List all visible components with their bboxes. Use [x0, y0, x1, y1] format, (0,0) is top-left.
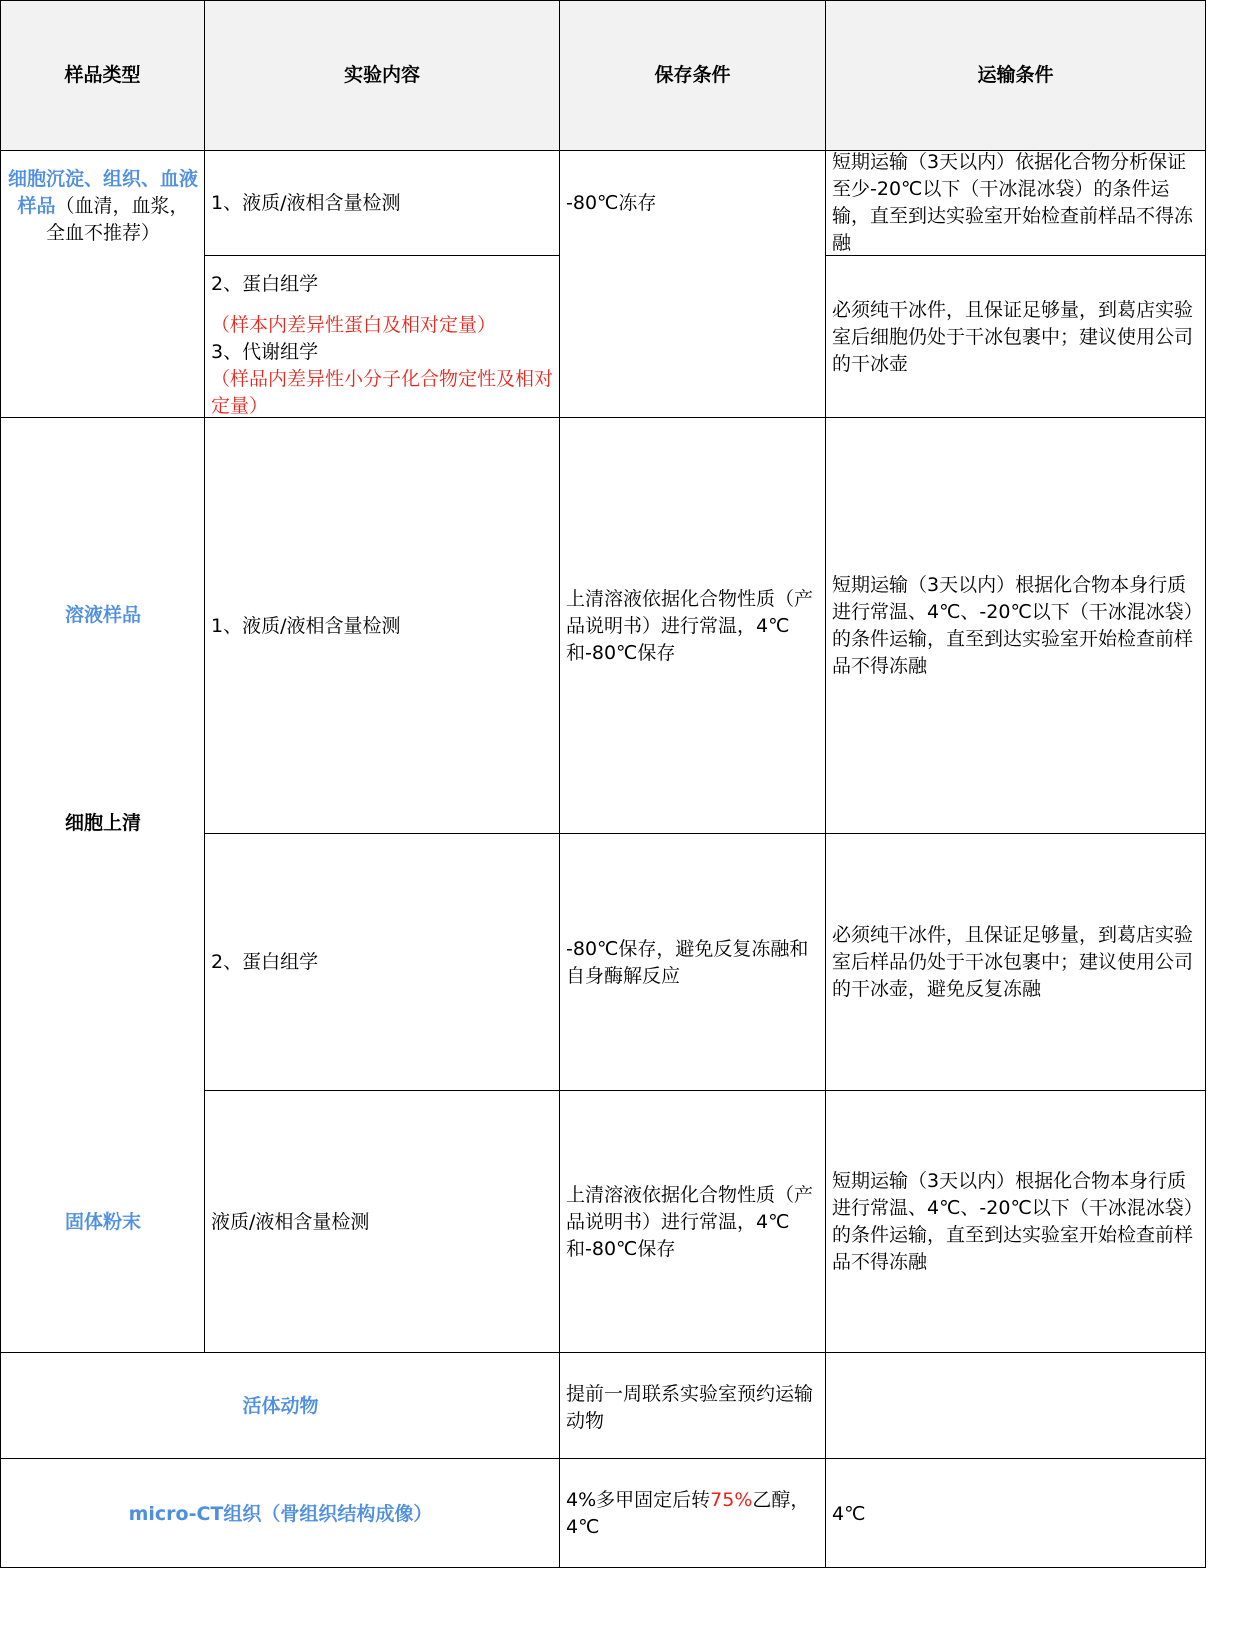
grid-line: [0, 1567, 1206, 1568]
exp-proteomics-note: （样本内差异性蛋白及相对定量）: [211, 314, 497, 336]
transport-row3: [826, 1354, 1205, 1458]
transport-row1-b: 必须纯干冰件，且保证足够量，到葛店实验室后细胞仍处于干冰包裹中；建议使用公司的干冰壶: [832, 298, 1194, 375]
exp-row2-powder-lcms: 液质/液相含量检测: [211, 1210, 370, 1233]
storage-row4-post: 乙醇，4℃: [566, 1489, 810, 1538]
sample-solid-powder: 固体粉末: [64, 1210, 141, 1233]
exp-row2-lcms: 1、液质/液相含量检测: [211, 614, 401, 637]
grid-line: [204, 1090, 1206, 1091]
grid-line: [0, 0, 1, 1568]
storage-row4-red: 75%: [710, 1489, 753, 1511]
sample-live-animals: 活体动物: [242, 1394, 319, 1417]
grid-line: [0, 150, 1206, 151]
exp-row2-proteomics: 2、蛋白组学: [211, 951, 319, 973]
storage-row1: -80℃冻存: [566, 191, 657, 214]
exp-metabolomics-title: 3、代谢组学: [211, 341, 319, 363]
storage-row2-c: 上清溶液依据化合物性质（产品说明书）进行常温，4℃和-80℃保存: [566, 1183, 814, 1260]
grid-line: [204, 255, 560, 256]
grid-line: [825, 255, 1206, 256]
grid-line: [204, 833, 1206, 834]
grid-line: [0, 1352, 1206, 1353]
sample-cell-tissue-blood-label: 细胞沉淀、组织、血液样品: [8, 168, 199, 217]
exp-row1-omics: [205, 257, 559, 417]
header-experiment: 实验内容: [205, 1, 559, 150]
sample-cell-tissue-blood-note: （血清，血浆，全血不推荐）: [45, 195, 189, 244]
exp-proteomics-title: 2、蛋白组学: [211, 273, 319, 295]
transport-row4: 4℃: [832, 1502, 866, 1525]
sample-solution: 溶液样品: [64, 603, 141, 626]
storage-row2-a: 上清溶液依据化合物性质（产品说明书）进行常温，4℃和-80℃保存: [566, 587, 814, 664]
grid-line: [0, 0, 1206, 1]
storage-row2-b: -80℃保存，避免反复冻融和自身酶解反应: [566, 937, 809, 987]
header-storage: 保存条件: [560, 1, 825, 150]
grid-line: [204, 0, 205, 1353]
grid-line: [0, 1458, 1206, 1459]
transport-row2-c: 短期运输（3天以内）根据化合物本身行质进行常温、4℃、-20℃以下（干冰混冰袋）的条件运输，直至到达实验室开始检查前样品不得冻融: [832, 1170, 1194, 1273]
storage-row4-pre: 4%多甲固定后转: [566, 1489, 711, 1511]
exp-metabolomics-note: （样品内差异性小分子化合物定性及相对定量）: [211, 368, 554, 417]
grid-line: [559, 0, 560, 1568]
sample-cell-tissue-blood: [2, 152, 204, 262]
grid-line: [1205, 0, 1206, 1568]
header-sample-type: 样品类型: [1, 1, 204, 150]
grid-line: [825, 0, 826, 1568]
header-transport: 运输条件: [826, 1, 1205, 150]
storage-row4: [560, 1460, 825, 1568]
transport-row2-a: 短期运输（3天以内）根据化合物本身行质进行常温、4℃、-20℃以下（干冰混冰袋）的条件运输，直至到达实验室开始检查前样品不得冻融: [832, 574, 1194, 677]
transport-row1-a: 短期运输（3天以内）依据化合物分析保证至少-20℃以下（干冰混冰袋）的条件运输，直至到达实验室开始检查前样品不得冻融: [832, 151, 1194, 254]
exp-row1-lcms: 1、液质/液相含量检测: [211, 191, 401, 214]
storage-row3: 提前一周联系实验室预约运输动物: [566, 1383, 814, 1432]
grid-line: [0, 417, 1206, 418]
sample-cell-supernatant: 细胞上清: [64, 811, 141, 834]
sample-micro-ct: micro-CT组织（骨组织结构成像）: [128, 1502, 433, 1525]
transport-row2-b: 必须纯干冰件，且保证足够量，到葛店实验室后样品仍处于干冰包裹中；建议使用公司的干冰壶，避免反复冻融: [832, 924, 1194, 1000]
